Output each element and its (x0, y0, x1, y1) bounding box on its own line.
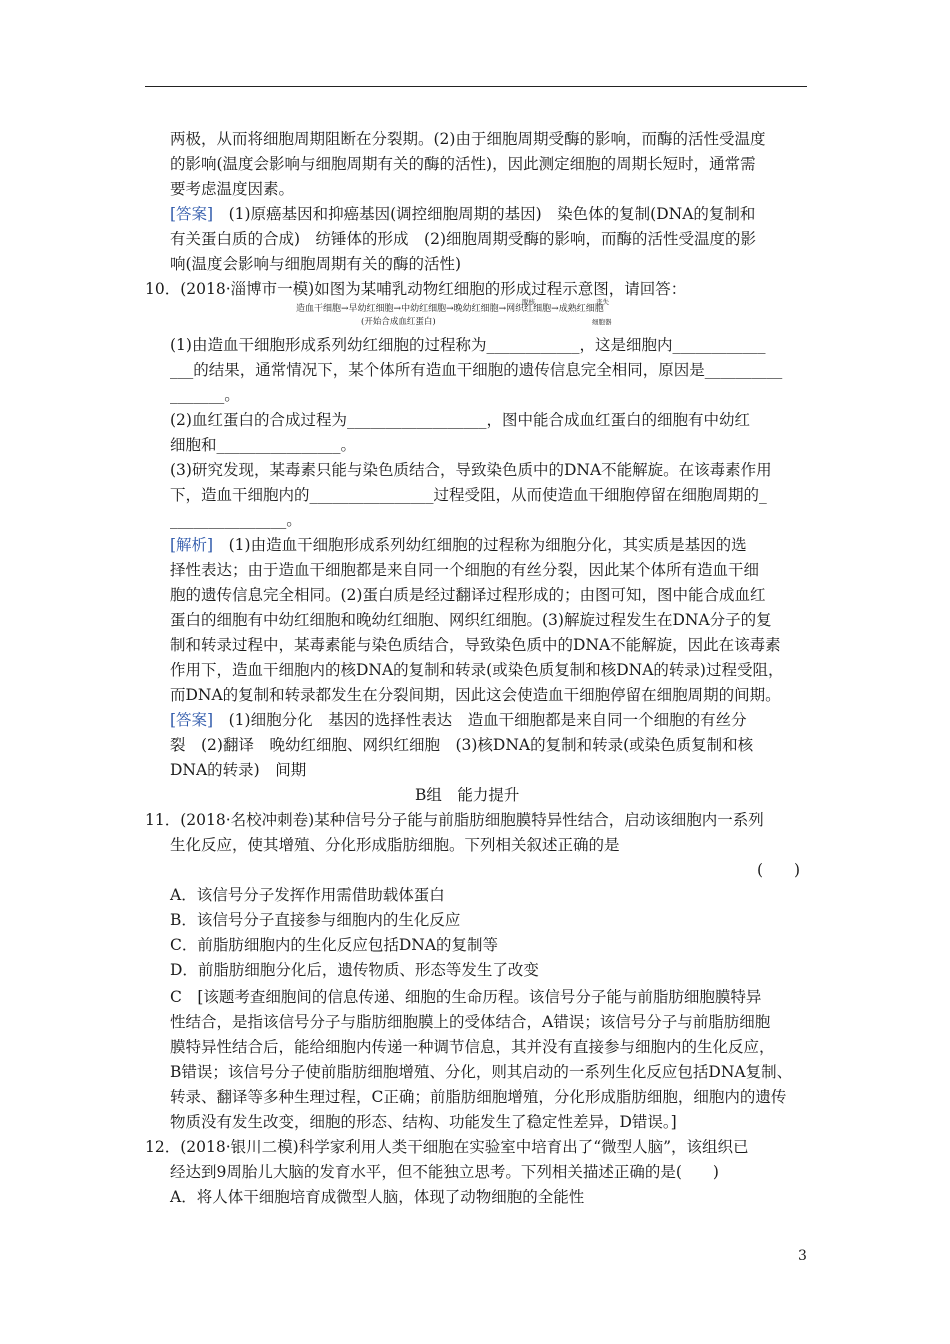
text-line: 两极，从而将细胞周期阻断在分裂期。(2)由于细胞周期受酶的影响，而酶的活性受温度 (170, 130, 766, 148)
text-line: B错误；该信号分子使前脂肪细胞增殖、分化，则其启动的一系列生化反应包括DNA复制、 (170, 1063, 793, 1081)
question-12-stem: 12．(2018·银川二模)科学家利用人类干细胞在实验室中培育出了“微型人脑”，该组织已 (145, 1138, 749, 1156)
text-line: 经达到9周胎儿大脑的发育水平，但不能独立思考。下列相关描述正确的是( ) (170, 1163, 719, 1181)
text-line: 性结合，是指该信号分子与脂肪细胞膜上的受体结合，A错误；该信号分子与前脂肪细胞 (170, 1013, 771, 1031)
text-line: DNA的转录) 间期 (170, 761, 307, 779)
text-line: 的影响(温度会影响与细胞周期有关的酶的活性)，因此测定细胞的周期长短时，通常需 (170, 155, 756, 173)
diagram-arrow-label: 丧失 (596, 298, 609, 306)
text-line: 下，造血干细胞内的________________过程受阻，从而使造血干细胞停留在细胞周期的_ (170, 486, 767, 504)
option-a: A．将人体干细胞培育成微型人脑，体现了动物细胞的全能性 (170, 1188, 585, 1206)
diagram-arrow-label: 细胞器 (592, 318, 612, 326)
answer-bracket: ( ) (757, 861, 801, 879)
answer-tag: [答案] (170, 205, 214, 223)
text-line: 作用下，造血干细胞内的核DNA的复制和转录(或染色质复制和核DNA的转录)过程受阻， (170, 661, 784, 679)
analysis-text: (1)由造血干细胞形成系列幼红细胞的过程称为细胞分化，其实质是基因的选 (213, 536, 747, 554)
answer-text: (1)原癌基因和抑癌基因(调控细胞周期的基因) 染色体的复制(DNA的复制和 (213, 205, 756, 223)
text-line: 响(温度会影响与细胞周期有关的酶的活性) (170, 255, 462, 273)
diagram-flow: 造血干细胞→早幼红细胞→中幼红细胞→晚幼红细胞→网织红细胞→成熟红细胞 (296, 304, 604, 314)
text-line: 物质没有发生改变，细胞的形态、结构、功能发生了稳定性差异，D错误。] (170, 1113, 677, 1131)
answer-text: (1)细胞分化 基因的选择性表达 造血干细胞都是来自同一个细胞的有丝分 (213, 711, 747, 729)
text-line: 裂 (2)翻译 晚幼红细胞、网织红细胞 (3)核DNA的复制和转录(或染色质复制和核 (170, 736, 754, 754)
red-cell-formation-diagram (296, 298, 666, 328)
option-b: B．该信号分子直接参与细胞内的生化反应 (170, 911, 461, 929)
analysis-tag: [解析] (170, 536, 214, 554)
header-rule (145, 86, 807, 87)
diagram-note: (开始合成血红蛋白) (361, 317, 436, 327)
analysis-line (170, 533, 747, 558)
text-line: 有关蛋白质的合成) 纺锤体的形成 (2)细胞周期受酶的影响，而酶的活性受温度的影 (170, 230, 757, 248)
diagram-arrow-label: 脱核 (522, 298, 535, 306)
text-line: (2)血红蛋白的合成过程为__________________，图中能合成血红蛋白的细胞有中幼红 (170, 411, 750, 429)
text-line: _______。 (170, 386, 240, 404)
answer-line (170, 708, 747, 733)
text-line: _______________。 (170, 511, 302, 529)
text-line: 要考虑温度因素。 (170, 180, 295, 198)
option-d: D．前脂肪细胞分化后，遗传物质、形态等发生了改变 (170, 961, 539, 979)
text-line: 而DNA的复制和转录都发生在分裂间期，因此这会使造血干细胞停留在细胞周期的间期。 (170, 686, 781, 704)
text-line: 膜特异性结合后，能给细胞内传递一种调节信息，其并没有直接参与细胞内的生化反应， (170, 1038, 775, 1056)
question-10-stem: 10．(2018·淄博市一模)如图为某哺乳动物红细胞的形成过程示意图，请回答： (145, 280, 687, 298)
text-line: 胞的遗传信息完全相同。(2)蛋白质是经过翻译过程形成的；由图可知，图中能合成血红 (170, 586, 766, 604)
answer-tag: [答案] (170, 711, 214, 729)
text-line: 细胞和________________。 (170, 436, 357, 454)
section-heading: B组 能力提升 (415, 786, 520, 804)
page-number: 3 (798, 1248, 807, 1264)
text-line: C [该题考查细胞间的信息传递、细胞的生命历程。该信号分子能与前脂肪细胞膜特异 (170, 988, 762, 1006)
option-c: C．前脂肪细胞内的生化反应包括DNA的复制等 (170, 936, 499, 954)
text-line: 择性表达；由于造血干细胞都是来自同一个细胞的有丝分裂，因此某个体所有造血干细 (170, 561, 760, 579)
answer-line (170, 202, 755, 227)
text-line: 制和转录过程中，某毒素能与染色质结合，导致染色质中的DNA不能解旋，因此在该毒素 (170, 636, 781, 654)
text-line: 生化反应，使其增殖、分化形成脂肪细胞。下列相关叙述正确的是 (170, 836, 620, 854)
text-line: 蛋白的细胞有中幼红细胞和晚幼红细胞、网织红细胞。(3)解旋过程发生在DNA分子的复 (170, 611, 772, 629)
text-line: (1)由造血干细胞形成系列幼红细胞的过程称为____________，这是细胞内____________ (170, 336, 766, 354)
question-11-stem: 11．(2018·名校冲刺卷)某种信号分子能与前脂肪细胞膜特异性结合，启动该细胞内一系列 (145, 811, 764, 829)
text-line: (3)研究发现，某毒素只能与染色质结合，导致染色质中的DNA不能解旋。在该毒素作用 (170, 461, 772, 479)
text-line: 转录、翻译等多种生理过程，C正确；前脂肪细胞增殖，分化形成脂肪细胞，细胞内的遗传 (170, 1088, 787, 1106)
text-line: ___的结果，通常情况下，某个体所有造血干细胞的遗传信息完全相同，原因是__________ (170, 361, 783, 379)
option-a: A．该信号分子发挥作用需借助载体蛋白 (170, 886, 445, 904)
